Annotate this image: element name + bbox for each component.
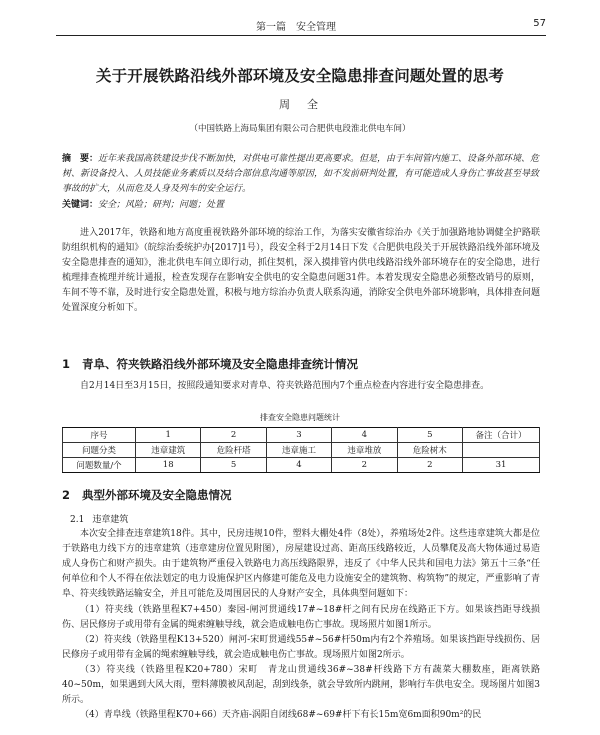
subsection-2-1-title: 违章建筑 [92, 515, 129, 525]
table-cell: 违章堆放 [332, 443, 397, 458]
table-cell: 2 [332, 458, 397, 473]
table-cell [463, 443, 540, 458]
hazard-statistics-table [62, 427, 540, 473]
keywords [62, 197, 540, 210]
table-cell: 备注（合计） [463, 428, 540, 443]
section-1-heading [62, 356, 358, 372]
keywords-text: 安全；风险；研判；问题；处置 [98, 200, 225, 210]
body-paragraph-2: （1）符夹线（铁路里程K7+450）秦园-闸河贯通线17#~18#杆之间有民房在线路正下方。如果该挡距导线损伤、居民修房子或用带有金属的绳索缠触导线，就会造成触电伤亡事故。现场照片如图1所示。 [62, 605, 540, 630]
section-2-heading [62, 487, 232, 503]
table-cell: 18 [136, 458, 201, 473]
body-paragraph-4: （3）符夹线（铁路里程K20+780）宋町 青龙山贯通线36#~38#杆线路下方有蔬菜大棚数座，距离铁路40~50m，如果遇到大风大雨，塑料薄膜被风刮起，刮到线条，就会导致所内跳闸，影响行车供电安全。现场图片如图3所示。 [62, 665, 540, 705]
table-cell: 2 [201, 428, 266, 443]
body-paragraph-1: 本次安全排查违章建筑18件。其中，民房违规10件，塑料大棚处4件（8处），养殖场处2件。这些违章建筑大都是位于铁路电力线下方的违章建筑（违章建房位置见附图），房屋建设过高、距高压线路较近，人员攀爬及高大物体通过易造成人身伤亡和财产损失。由于建筑物严重侵入铁路电力高压线路限界，违反了《中华人民共和国电力法》第五十三条“任何单位和个人不得在依法划定的电力设施保护区内修建可能危及电力设施安全的建筑物、构筑物”的规定，严重影响了青阜、符夹线铁路运输安全，并且可能危及周围居民的人身财产安全，具体典型问题如下： [62, 529, 540, 599]
table-caption: 排查安全隐患问题统计 [260, 413, 340, 422]
table-cell: 违章施工 [266, 443, 331, 458]
table-cell: 3 [266, 428, 331, 443]
intro-paragraph: 进入2017年，铁路和地方高度重视铁路外部环境的综治工作，为落实安徽省综治办《关于加强路地协调健全护路联防组织机构的通知》（皖综治委统护办[2017]1号），段安全科于2月14日下发《合肥供电段关于开展铁路沿线外部环境及安全隐患排查的通知》，淮北供电车间立即行动，抓住契机，深入摸排管内供电线路沿线外部环境存在的安全隐患，进行梳理排查梳理并统计通报，检查发现存在影响安全供电的安全隐患问题31件。本着发现安全隐患必须整改销号的原则，车间不等不靠，及时进行安全隐患处置，积极与地方综治办负责人联系沟通，消除安全供电外部环境影响，具体排查问题处置深度分析如下。 [62, 228, 540, 313]
running-header [56, 16, 546, 36]
abstract [62, 152, 540, 197]
table-cell: 违章建筑 [136, 443, 201, 458]
table-cell: 5 [201, 458, 266, 473]
table-cell: 序号 [63, 428, 136, 443]
table-cell: 5 [397, 428, 462, 443]
table-cell: 4 [332, 428, 397, 443]
section-2-title: 典型外部环境及安全隐患情况 [82, 488, 232, 502]
table-row [63, 443, 540, 458]
table-cell: 问题分类 [63, 443, 136, 458]
subsection-2-1-number: 2.1 [70, 515, 85, 525]
table-row [63, 458, 540, 473]
table-cell: 危险杆塔 [201, 443, 266, 458]
section-1-number: 1 [62, 357, 71, 371]
table-cell: 1 [136, 428, 201, 443]
author: 周 全 [279, 98, 321, 111]
header-rule [56, 35, 546, 36]
affiliation: （中国铁路上海局集团有限公司合肥供电段淮北供电车间） [189, 124, 411, 134]
body-paragraph-5: （4）青阜线（铁路里程K70+66）天齐庙-涡阳自闭线68#~69#杆下有长15m宽6m面积90m²的民 [80, 710, 482, 720]
section-2-number: 2 [62, 488, 71, 502]
table-cell: 31 [463, 458, 540, 473]
section-1-paragraph: 自2月14日至3月15日，按照段通知要求对青阜、符夹铁路范围内7个重点检查内容进行安全隐患排查。 [80, 381, 490, 391]
section-label: 第一篇 安全管理 [256, 22, 336, 33]
table-cell: 4 [266, 458, 331, 473]
article-title: 关于开展铁路沿线外部环境及安全隐患排查问题处置的思考 [95, 66, 505, 85]
table-row [63, 428, 540, 443]
page-number: 57 [533, 18, 546, 29]
body-paragraph-3: （2）符夹线（铁路里程K13+520）闸河-宋町贯通线55#~56#杆50m内有2个养殖场。如果该挡距导线损伤、居民修房子或用带有金属的绳索缠触导线，就会造成触电伤亡事故。现场照片如图2所示。 [62, 635, 540, 660]
table-cell: 2 [397, 458, 462, 473]
table-cell: 问题数量/个 [63, 458, 136, 473]
table-cell: 危险树木 [397, 443, 462, 458]
keywords-label: 关键词： [62, 200, 99, 210]
abstract-label: 摘 要： [62, 154, 99, 164]
section-1-title: 青阜、符夹铁路沿线外部环境及安全隐患排查统计情况 [82, 357, 358, 371]
abstract-text: 近年来我国高铁建设步伐不断加快，对供电可靠性提出更高要求。但是，由于车间管内施工、设备外部环境、危树、新设备投入、人员技能业务素质以及结合部信息沟通等原因，如不发前研判处置，有可能造成人身伤亡事故甚至导致事故的扩大，从而危及人身及列车的安全运行。 [62, 154, 540, 194]
subsection-2-1-heading [70, 512, 128, 525]
